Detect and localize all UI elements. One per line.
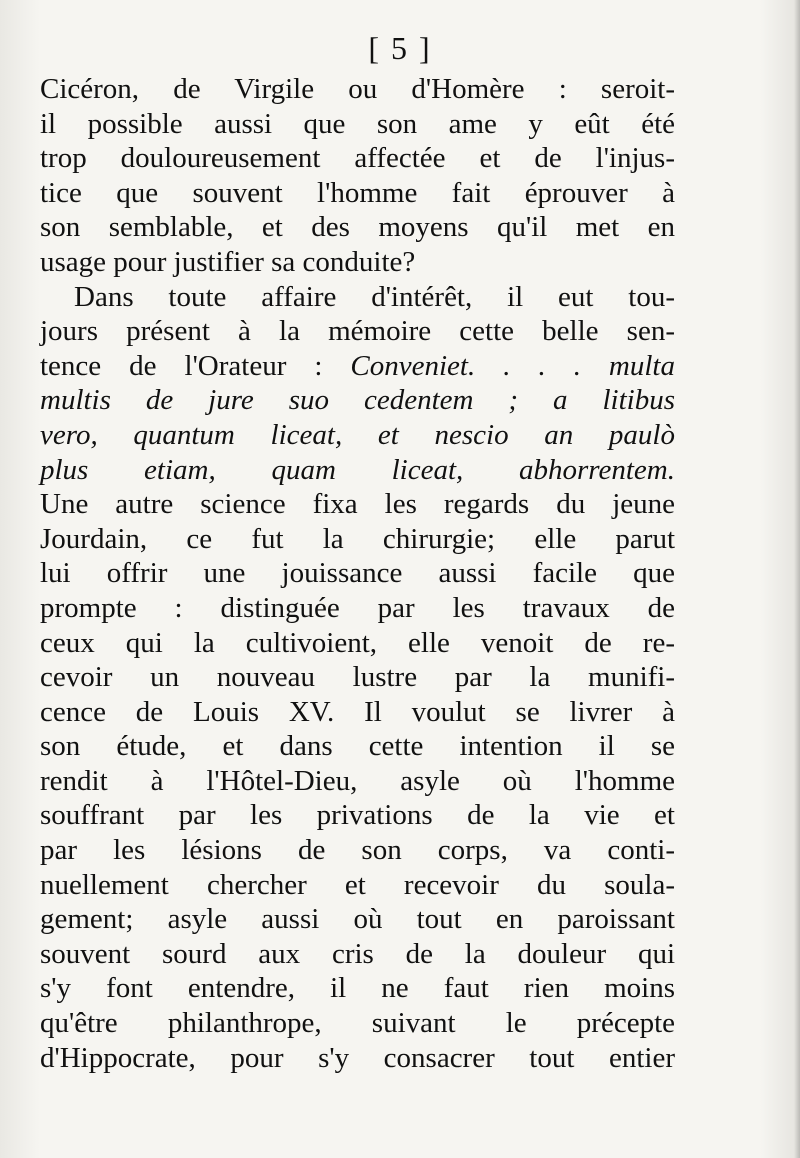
text-line	[40, 418, 675, 453]
text-line	[40, 245, 675, 280]
text-line-content: Dans toute affaire d'intérêt, il eut tou-	[74, 280, 675, 313]
text-line	[40, 937, 675, 972]
text-line	[40, 1006, 675, 1041]
text-line-content: souffrant par les privations de la vie et	[40, 799, 675, 832]
text-line-content: gement; asyle aussi où tout en paroissant	[40, 903, 675, 936]
text-line-content: plus etiam, quam liceat, abhorrentem.	[40, 453, 675, 486]
text-line-content: Jourdain, ce fut la chirurgie; elle parut	[40, 522, 675, 555]
text-line	[40, 453, 675, 488]
text-line	[40, 902, 675, 937]
page-number: [ 5 ]	[368, 30, 432, 66]
text-line-content: ceux qui la cultivoient, elle venoit de re-	[40, 626, 675, 659]
text-line	[40, 72, 675, 107]
text-line	[40, 971, 675, 1006]
text-line	[40, 176, 675, 211]
text-line-content: lui offrir une jouissance aussi facile que	[40, 557, 675, 590]
text-line-content: prompte : distinguée par les travaux de	[40, 591, 675, 624]
text-line-content: jours présent à la mémoire cette belle sen-	[40, 315, 675, 348]
text-line-content: nuellement chercher et recevoir du soula-	[40, 868, 675, 901]
text-line	[40, 695, 675, 730]
text-line	[40, 107, 675, 142]
text-line	[40, 141, 675, 176]
text-line	[40, 522, 675, 557]
text-line	[40, 314, 675, 349]
text-line-content: trop douloureusement affectée et de l'injus-	[40, 142, 675, 175]
text-line-content: son étude, et dans cette intention il se	[40, 730, 675, 763]
text-line	[40, 210, 675, 245]
text-line	[40, 591, 675, 626]
text-line	[40, 729, 675, 764]
text-line	[40, 660, 675, 695]
text-line-content: par les lésions de son corps, va conti-	[40, 834, 675, 867]
italic-quotation: Conveniet. . . . multa	[350, 349, 675, 382]
text-line-content: souvent sourd aux cris de la douleur qui	[40, 937, 675, 970]
text-line	[40, 868, 675, 903]
text-line-content: usage pour justifier sa conduite?	[40, 245, 416, 278]
text-line-content: son semblable, et des moyens qu'il met en	[40, 211, 675, 244]
text-line-content: qu'être philanthrope, suivant le précepte	[40, 1007, 675, 1040]
text-line-content: tence de l'Orateur :	[40, 349, 323, 382]
text-line	[40, 798, 675, 833]
text-line-content: multis de jure suo cedentem ; a litibus	[40, 384, 675, 417]
body-text	[40, 72, 675, 1075]
text-line-content: cence de Louis XV. Il voulut se livrer à	[40, 695, 675, 728]
text-line-content: vero, quantum liceat, et nescio an paulò	[40, 418, 675, 451]
text-line	[40, 383, 675, 418]
text-line	[40, 833, 675, 868]
text-line-content: Une autre science fixa les regards du jeune	[40, 488, 675, 521]
text-line-content: tice que souvent l'homme fait éprouver à	[40, 176, 675, 209]
text-line-content: d'Hippocrate, pour s'y consacrer tout entier	[40, 1041, 675, 1074]
text-line	[40, 626, 675, 661]
text-line	[40, 487, 675, 522]
text-line	[40, 764, 675, 799]
text-line	[40, 556, 675, 591]
text-line-content: il possible aussi que son ame y eût été	[40, 107, 675, 140]
text-line	[40, 349, 675, 384]
text-line-content: cevoir un nouveau lustre par la munifi-	[40, 661, 675, 694]
text-line-content: s'y font entendre, il ne faut rien moins	[40, 972, 675, 1005]
text-line-content: Cicéron, de Virgile ou d'Homère : seroit-	[40, 73, 675, 105]
text-line	[40, 280, 675, 315]
text-line-content: rendit à l'Hôtel-Dieu, asyle où l'homme	[40, 764, 675, 797]
page-edge-shadow	[794, 0, 800, 1158]
text-line	[40, 1041, 675, 1076]
